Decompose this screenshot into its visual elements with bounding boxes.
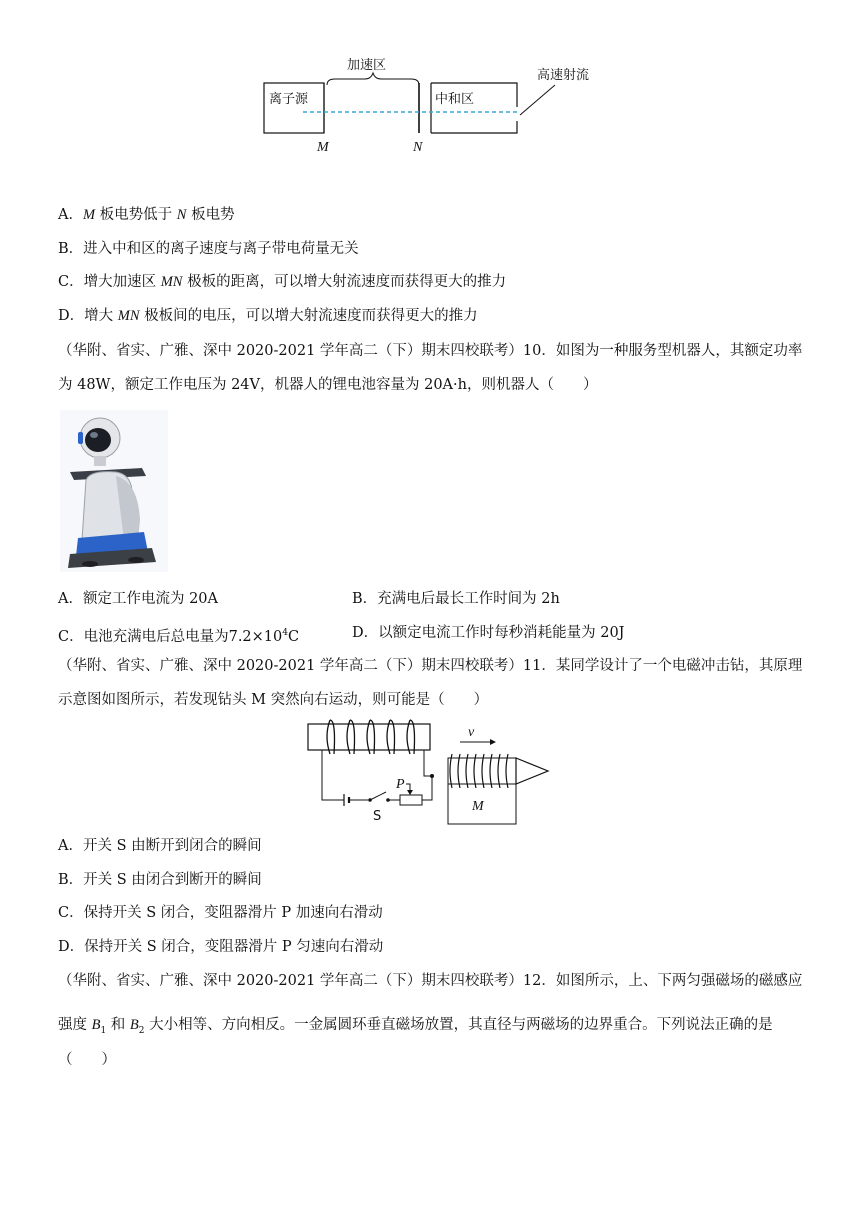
switch-blade xyxy=(370,792,386,800)
q10-stem-line1: （华附、省实、广雅、深中 2020-2021 学年高二（下）期末四校联考）10．如图为一种服务型机器人，其额定功率 xyxy=(58,343,803,359)
q9-option-d: D．增大 MN 极板间的电压，可以增大射流速度而获得更大的推力 xyxy=(58,308,478,324)
q12-stem-line1: （华附、省实、广雅、深中 2020-2021 学年高二（下）期末四校联考）12．如图所示，上、下两匀强磁场的磁感应 xyxy=(58,973,803,989)
q11-stem-line1: （华附、省实、广雅、深中 2020-2021 学年高二（下）期末四校联考）11．某同学设计了一个电磁冲击钻，其原理 xyxy=(58,658,803,674)
ion-thruster-diagram xyxy=(255,55,615,160)
q10-option-c: C．电池充满电后总电量为$7.2\times 10^4C$ xyxy=(58,628,300,645)
q10-option-d: D．以额定电流工作时每秒消耗能量为 20J xyxy=(352,625,625,641)
q12-stem-line2: 强度 $B_1$ 和 $B_2$ 大小相等、方向相反。一金属圆环垂直磁场放置，其直径与两磁场的边界重合。下列说法正确的是 xyxy=(58,1017,773,1036)
q11-option-d: D．保持开关 S 闭合，变阻器滑片 P 匀速向右滑动 xyxy=(58,939,384,955)
q10-option-a: A．额定工作电流为 20A xyxy=(58,591,219,607)
drill-bit-tip xyxy=(516,758,548,784)
drill-label: M xyxy=(472,799,484,814)
q11-stem-line2: 示意图如图所示，若发现钻头 M 突然向右运动，则可能是（ ） xyxy=(58,692,489,708)
solenoid-core xyxy=(308,724,430,750)
switch-label: S xyxy=(373,809,382,824)
q9-option-c: C．增大加速区 MN 极板的距离，可以增大射流速度而获得更大的推力 xyxy=(58,274,507,290)
neutral-zone-label: 中和区 xyxy=(435,92,475,107)
accel-zone-label: 加速区 xyxy=(347,58,387,73)
plate-n-label: N xyxy=(413,140,423,155)
jet-label: 高速射流 xyxy=(537,68,590,83)
q10-option-b: B．充满电后最长工作时间为 2h xyxy=(352,591,560,607)
neutral-zone-box xyxy=(431,83,517,133)
jet-pointer-line xyxy=(520,85,555,115)
drill-coil xyxy=(450,754,508,788)
slider-label: P xyxy=(396,777,405,792)
plate-m-label: M xyxy=(317,140,329,155)
wire-left xyxy=(322,750,344,800)
ion-source-label: 离子源 xyxy=(269,92,309,107)
q9-option-a: A．M 板电势低于 N 板电势 xyxy=(58,207,235,223)
q12-answer-paren: （ ） xyxy=(58,1052,116,1068)
q10-stem-line2: 为 48W，额定工作电压为 24V，机器人的锂电池容量为 20A·h，则机器人（ ） xyxy=(58,377,598,393)
solenoid-coil xyxy=(327,720,415,754)
ion-source-box xyxy=(264,83,324,133)
q11-option-c: C．保持开关 S 闭合，变阻器滑片 P 加速向右滑动 xyxy=(58,905,383,921)
accel-brace xyxy=(327,73,419,85)
q11-option-a: A．开关 S 由断开到闭合的瞬间 xyxy=(58,838,262,854)
q9-option-b: B．进入中和区的离子速度与离子带电荷量无关 xyxy=(58,241,359,257)
service-robot-image xyxy=(60,410,168,572)
velocity-label: v xyxy=(468,725,475,740)
impact-drill-diagram xyxy=(300,718,555,828)
rheostat xyxy=(400,795,422,805)
q11-option-b: B．开关 S 由闭合到断开的瞬间 xyxy=(58,872,262,888)
